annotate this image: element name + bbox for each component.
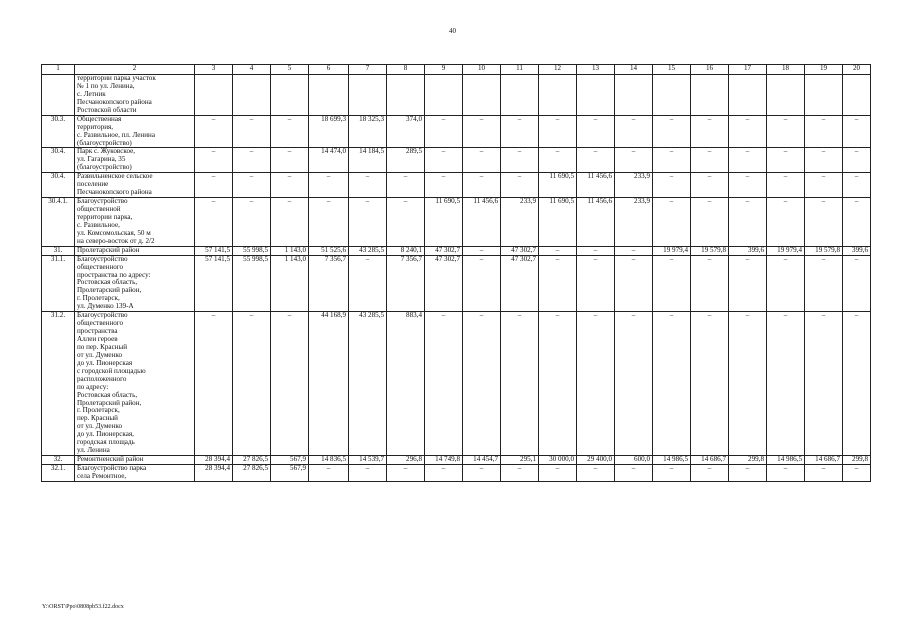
value-cell: – (577, 115, 615, 148)
value-cell: – (463, 465, 501, 482)
value-cell: 299,8 (843, 456, 871, 465)
value-cell: 883,4 (387, 312, 425, 456)
value-cell: 399,6 (729, 246, 767, 255)
column-header: 5 (271, 65, 309, 75)
value-cell: 28 394,4 (195, 465, 233, 482)
value-cell (805, 75, 843, 116)
value-cell: – (767, 115, 805, 148)
value-cell: – (195, 312, 233, 456)
value-cell: 11 690,5 (425, 198, 463, 247)
row-name: Парк с. Жуковское, ул. Гагарина, 35 (благоустройство) (75, 148, 195, 173)
value-cell: – (653, 465, 691, 482)
value-cell: – (349, 173, 387, 198)
value-cell: – (233, 148, 271, 173)
value-cell: 600,0 (615, 456, 653, 465)
value-cell: – (539, 312, 577, 456)
value-cell: 11 456,6 (577, 173, 615, 198)
value-cell: 29 400,0 (577, 456, 615, 465)
value-cell: – (387, 465, 425, 482)
value-cell: 14 686,7 (691, 456, 729, 465)
row-name: Пролетарский район (75, 246, 195, 255)
value-cell: – (577, 255, 615, 312)
value-cell: – (425, 312, 463, 456)
row-name: Благоустройство парка села Ремонтное, (75, 465, 195, 482)
value-cell: – (843, 148, 871, 173)
row-name: территории парка участок № 1 по ул. Ленина, с. Летник Песчанокопского района Ростовской области (75, 75, 195, 116)
value-cell: – (425, 115, 463, 148)
value-cell: – (501, 173, 539, 198)
value-cell: – (729, 312, 767, 456)
column-header: 11 (501, 65, 539, 75)
page-number: 40 (449, 27, 456, 35)
value-cell: 374,0 (387, 115, 425, 148)
value-cell: 47 302,7 (425, 246, 463, 255)
value-cell: – (195, 148, 233, 173)
column-header: 12 (539, 65, 577, 75)
footer-file-path: Y:\ORST\Ppo\0808pb53.f22.docx (42, 604, 124, 610)
value-cell: – (843, 173, 871, 198)
value-cell: – (691, 255, 729, 312)
value-cell: – (615, 115, 653, 148)
value-cell: – (271, 312, 309, 456)
value-cell (615, 75, 653, 116)
value-cell: 27 826,5 (233, 465, 271, 482)
column-header: 7 (349, 65, 387, 75)
value-cell: 55 998,5 (233, 246, 271, 255)
value-cell: 57 141,5 (195, 255, 233, 312)
value-cell: 19 979,4 (653, 246, 691, 255)
column-header: 4 (233, 65, 271, 75)
value-cell (577, 75, 615, 116)
value-cell: – (729, 173, 767, 198)
value-cell (309, 75, 349, 116)
row-name: Развильненское сельское поселение Песчанокопского района (75, 173, 195, 198)
row-name: Благоустройство общественного пространства по адресу: Ростовская область, Пролетарский район, г. Пролетарск, ул. Думенко 139-А (75, 255, 195, 312)
value-cell (843, 75, 871, 116)
value-cell: – (195, 198, 233, 247)
value-cell: – (653, 115, 691, 148)
value-cell: 289,5 (387, 148, 425, 173)
value-cell: – (767, 465, 805, 482)
value-cell (233, 75, 271, 116)
value-cell (729, 75, 767, 116)
value-cell: – (653, 148, 691, 173)
value-cell: – (653, 312, 691, 456)
value-cell: – (425, 465, 463, 482)
value-cell: – (615, 465, 653, 482)
value-cell: 1 143,0 (271, 255, 309, 312)
value-cell: – (387, 198, 425, 247)
value-cell: 14 686,7 (805, 456, 843, 465)
value-cell: – (805, 255, 843, 312)
value-cell: – (233, 173, 271, 198)
value-cell: – (577, 246, 615, 255)
row-name: Ремонтненский район (75, 456, 195, 465)
value-cell: 18 325,3 (349, 115, 387, 148)
value-cell: – (539, 115, 577, 148)
value-cell: – (729, 198, 767, 247)
value-cell: – (425, 173, 463, 198)
value-cell: – (425, 148, 463, 173)
value-cell: – (233, 312, 271, 456)
value-cell: – (691, 173, 729, 198)
value-cell: 14 184,5 (349, 148, 387, 173)
value-cell (767, 75, 805, 116)
value-cell: – (271, 198, 309, 247)
value-cell: – (615, 246, 653, 255)
value-cell: 14 749,8 (425, 456, 463, 465)
budget-table (41, 64, 871, 482)
column-header: 2 (75, 65, 195, 75)
value-cell: – (805, 465, 843, 482)
value-cell (425, 75, 463, 116)
value-cell: – (309, 173, 349, 198)
value-cell: – (729, 115, 767, 148)
row-number: 30.4. (42, 148, 75, 173)
value-cell: 233,9 (615, 198, 653, 247)
value-cell: – (463, 246, 501, 255)
value-cell: 14 986,5 (767, 456, 805, 465)
value-cell: – (577, 312, 615, 456)
table-row (42, 456, 871, 465)
value-cell (691, 75, 729, 116)
value-cell: – (387, 173, 425, 198)
value-cell: – (767, 148, 805, 173)
value-cell: – (691, 198, 729, 247)
row-number: 30.4.1. (42, 198, 75, 247)
row-name: Общественная территория, с. Развильное, пл. Ленина (благоустройство) (75, 115, 195, 148)
value-cell: 11 690,5 (539, 173, 577, 198)
value-cell: – (843, 465, 871, 482)
value-cell: – (767, 198, 805, 247)
value-cell: – (691, 115, 729, 148)
column-header: 20 (843, 65, 871, 75)
value-cell (653, 75, 691, 116)
value-cell: – (843, 115, 871, 148)
value-cell: – (653, 255, 691, 312)
table-row (42, 246, 871, 255)
value-cell: 11 456,6 (463, 198, 501, 247)
value-cell: – (271, 115, 309, 148)
value-cell (463, 75, 501, 116)
value-cell: – (233, 198, 271, 247)
column-header: 8 (387, 65, 425, 75)
column-header: 18 (767, 65, 805, 75)
value-cell: – (805, 115, 843, 148)
value-cell: – (615, 255, 653, 312)
column-header: 6 (309, 65, 349, 75)
value-cell: – (349, 198, 387, 247)
value-cell: – (463, 255, 501, 312)
row-number (42, 75, 75, 116)
column-header: 1 (42, 65, 75, 75)
column-header: 10 (463, 65, 501, 75)
value-cell: – (615, 312, 653, 456)
column-header: 13 (577, 65, 615, 75)
value-cell: 47 302,7 (425, 255, 463, 312)
value-cell: 19 579,8 (805, 246, 843, 255)
value-cell: – (767, 173, 805, 198)
row-name: Благоустройство общественной территории парка, с. Развильное, ул. Комсомольская, 50 м на северо-восток от д. 2/2 (75, 198, 195, 247)
value-cell: 233,9 (615, 173, 653, 198)
table-row (42, 312, 871, 456)
row-number: 30.3. (42, 115, 75, 148)
value-cell: 7 356,7 (309, 255, 349, 312)
value-cell: 51 525,6 (309, 246, 349, 255)
table-row (42, 173, 871, 198)
table-row (42, 148, 871, 173)
value-cell (501, 75, 539, 116)
value-cell: 14 474,0 (309, 148, 349, 173)
value-cell: – (463, 173, 501, 198)
value-cell: 14 836,5 (309, 456, 349, 465)
value-cell: 1 143,0 (271, 246, 309, 255)
value-cell: – (729, 465, 767, 482)
column-header: 15 (653, 65, 691, 75)
value-cell (349, 75, 387, 116)
value-cell: – (463, 115, 501, 148)
value-cell: – (501, 312, 539, 456)
value-cell: – (349, 465, 387, 482)
value-cell: – (805, 198, 843, 247)
value-cell: – (805, 148, 843, 173)
table-row (42, 75, 871, 116)
value-cell: – (539, 246, 577, 255)
row-number: 31.2. (42, 312, 75, 456)
value-cell: – (233, 115, 271, 148)
value-cell: – (691, 312, 729, 456)
value-cell: – (805, 312, 843, 456)
value-cell: 7 356,7 (387, 255, 425, 312)
table-row (42, 198, 871, 247)
value-cell: 30 000,0 (539, 456, 577, 465)
row-name: Благоустройство общественного пространства Аллеи героев по пер. Красный от ул. Думенко до ул. Пионерская с городской площадью расположенного по адресу: Ростовская область, Пролетарский район, г. Пролетарск, пер. Красный от ул. Думенко до ул. Пионерская, городская площадь ул. Ленина (75, 312, 195, 456)
value-cell (271, 75, 309, 116)
column-header: 17 (729, 65, 767, 75)
value-cell: 567,9 (271, 465, 309, 482)
value-cell: 295,1 (501, 456, 539, 465)
value-cell: – (271, 148, 309, 173)
value-cell: – (309, 465, 349, 482)
value-cell: – (501, 465, 539, 482)
value-cell (195, 75, 233, 116)
value-cell (387, 75, 425, 116)
header-row (42, 65, 871, 75)
table-row (42, 255, 871, 312)
value-cell: 11 690,5 (539, 198, 577, 247)
value-cell: 19 579,8 (691, 246, 729, 255)
table-row (42, 115, 871, 148)
value-cell: 43 285,5 (349, 246, 387, 255)
value-cell: 8 240,1 (387, 246, 425, 255)
value-cell: 14 986,5 (653, 456, 691, 465)
value-cell: – (729, 255, 767, 312)
value-cell: 399,6 (843, 246, 871, 255)
value-cell: 11 456,6 (577, 198, 615, 247)
value-cell: – (195, 115, 233, 148)
row-number: 31. (42, 246, 75, 255)
value-cell: 57 141,5 (195, 246, 233, 255)
value-cell: – (729, 148, 767, 173)
value-cell: – (805, 173, 843, 198)
value-cell: 233,9 (501, 198, 539, 247)
value-cell: – (843, 198, 871, 247)
value-cell: – (501, 148, 539, 173)
column-header: 14 (615, 65, 653, 75)
value-cell: 18 699,3 (309, 115, 349, 148)
value-cell: 28 394,4 (195, 456, 233, 465)
value-cell: – (539, 465, 577, 482)
value-cell: – (349, 255, 387, 312)
value-cell: 567,9 (271, 456, 309, 465)
row-number: 32. (42, 456, 75, 465)
value-cell: – (767, 255, 805, 312)
value-cell: 19 979,4 (767, 246, 805, 255)
value-cell: 43 285,5 (349, 312, 387, 456)
column-header: 19 (805, 65, 843, 75)
value-cell: – (539, 148, 577, 173)
column-header: 16 (691, 65, 729, 75)
value-cell: 55 998,5 (233, 255, 271, 312)
value-cell: – (691, 148, 729, 173)
table-row (42, 465, 871, 482)
value-cell: – (577, 148, 615, 173)
value-cell: – (767, 312, 805, 456)
value-cell: 27 826,5 (233, 456, 271, 465)
value-cell: 47 302,7 (501, 255, 539, 312)
value-cell: – (309, 198, 349, 247)
value-cell: – (577, 465, 615, 482)
value-cell: – (653, 198, 691, 247)
value-cell: – (843, 255, 871, 312)
value-cell: – (195, 173, 233, 198)
row-number: 31.1. (42, 255, 75, 312)
value-cell: – (691, 465, 729, 482)
value-cell: 14 454,7 (463, 456, 501, 465)
value-cell: – (271, 173, 309, 198)
value-cell: 47 302,7 (501, 246, 539, 255)
row-number: 32.1. (42, 465, 75, 482)
value-cell: 296,8 (387, 456, 425, 465)
value-cell: – (539, 255, 577, 312)
row-number: 30.4. (42, 173, 75, 198)
value-cell: – (463, 148, 501, 173)
value-cell: – (843, 312, 871, 456)
column-header: 9 (425, 65, 463, 75)
value-cell: 44 168,9 (309, 312, 349, 456)
value-cell: – (615, 148, 653, 173)
value-cell (539, 75, 577, 116)
value-cell: 14 539,7 (349, 456, 387, 465)
column-header: 3 (195, 65, 233, 75)
value-cell: 299,8 (729, 456, 767, 465)
value-cell: – (501, 115, 539, 148)
value-cell: – (653, 173, 691, 198)
value-cell: – (463, 312, 501, 456)
